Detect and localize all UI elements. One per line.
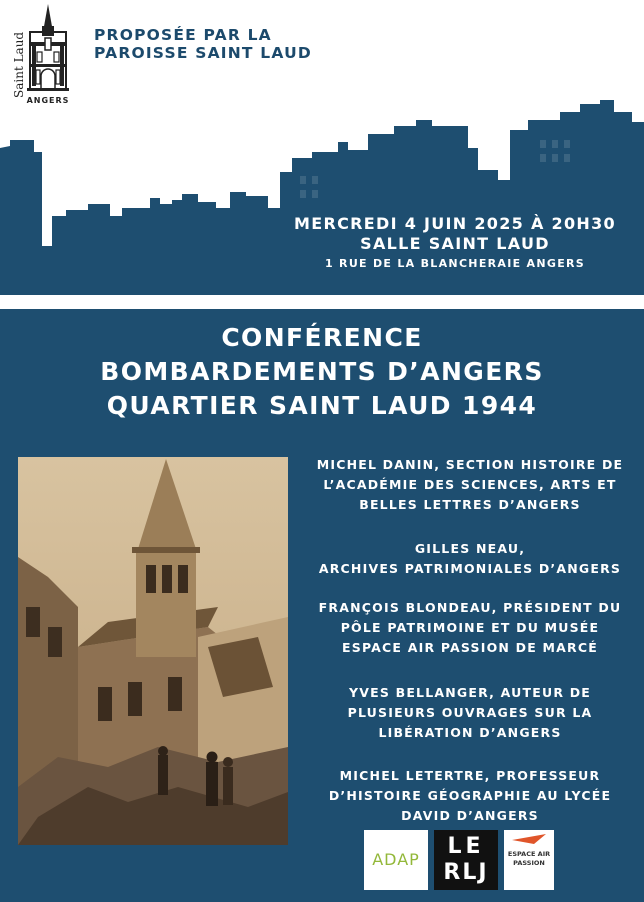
section-divider bbox=[0, 295, 644, 309]
lerlj-text-top: LE bbox=[447, 834, 485, 859]
partner-logo-lerlj bbox=[434, 830, 498, 890]
speaker-2-line-2: ARCHIVES PATRIMONIALES D’ANGERS bbox=[318, 561, 622, 576]
organizer-line-1: PROPOSÉE PAR LA bbox=[94, 26, 272, 44]
speaker-3-line-1: FRANÇOIS BLONDEAU, PRÉSIDENT DU bbox=[318, 600, 622, 615]
speaker-5-line-3: DAVID D’ANGERS bbox=[401, 808, 539, 823]
speaker-3 bbox=[300, 598, 640, 658]
partner-logo-adap bbox=[364, 830, 428, 890]
speaker-5-line-1: MICHEL LETERTRE, PROFESSEUR bbox=[339, 768, 601, 783]
lerlj-text-bottom: RLJ bbox=[443, 860, 489, 885]
speaker-3-line-3: ESPACE AIR PASSION DE MARCÉ bbox=[342, 640, 598, 655]
espace-text-2: PASSION bbox=[513, 859, 545, 867]
logo-side-text: Saint Laud bbox=[12, 31, 26, 98]
event-datetime: MERCREDI 4 JUIN 2025 À 20H30 bbox=[294, 214, 616, 233]
event-venue: SALLE SAINT LAUD bbox=[360, 234, 550, 253]
organizer-line-2: PAROISSE SAINT LAUD bbox=[94, 44, 312, 62]
speaker-4 bbox=[300, 683, 640, 743]
partner-logo-espace-air-passion bbox=[504, 830, 554, 890]
bombed-church-photo bbox=[18, 457, 288, 845]
speaker-1-line-2: L’ACADÉMIE DES SCIENCES, ARTS ET bbox=[323, 477, 617, 492]
speaker-1-line-1: MICHEL DANIN, SECTION HISTOIRE DE bbox=[316, 457, 624, 472]
speaker-4-line-1: YVES BELLANGER, AUTEUR DE bbox=[348, 685, 592, 700]
speaker-4-line-3: LIBÉRATION D’ANGERS bbox=[378, 725, 562, 740]
speaker-5 bbox=[300, 766, 640, 826]
conference-title-line-1: CONFÉRENCE bbox=[221, 323, 423, 352]
speaker-3-line-2: PÔLE PATRIMOINE ET DU MUSÉE bbox=[340, 620, 600, 635]
adap-text: ADAP bbox=[372, 850, 420, 869]
speaker-4-line-2: PLUSIEURS OUVRAGES SUR LA bbox=[347, 705, 593, 720]
logo-bottom-text: ANGERS bbox=[26, 96, 70, 105]
espace-text-1: ESPACE AIR bbox=[507, 850, 551, 858]
event-address: 1 RUE DE LA BLANCHERAIE ANGERS bbox=[324, 257, 586, 270]
speaker-2-line-1: GILLES NEAU, bbox=[414, 541, 526, 556]
speaker-1 bbox=[300, 455, 640, 515]
speaker-2 bbox=[300, 539, 640, 579]
speaker-5-line-2: D’HISTOIRE GÉOGRAPHIE AU LYCÉE bbox=[328, 788, 612, 803]
speaker-1-line-3: BELLES LETTRES D’ANGERS bbox=[359, 497, 581, 512]
conference-title-line-2: BOMBARDEMENTS D’ANGERS bbox=[100, 357, 544, 386]
conference-title-line-3: QUARTIER SAINT LAUD 1944 bbox=[106, 391, 538, 420]
